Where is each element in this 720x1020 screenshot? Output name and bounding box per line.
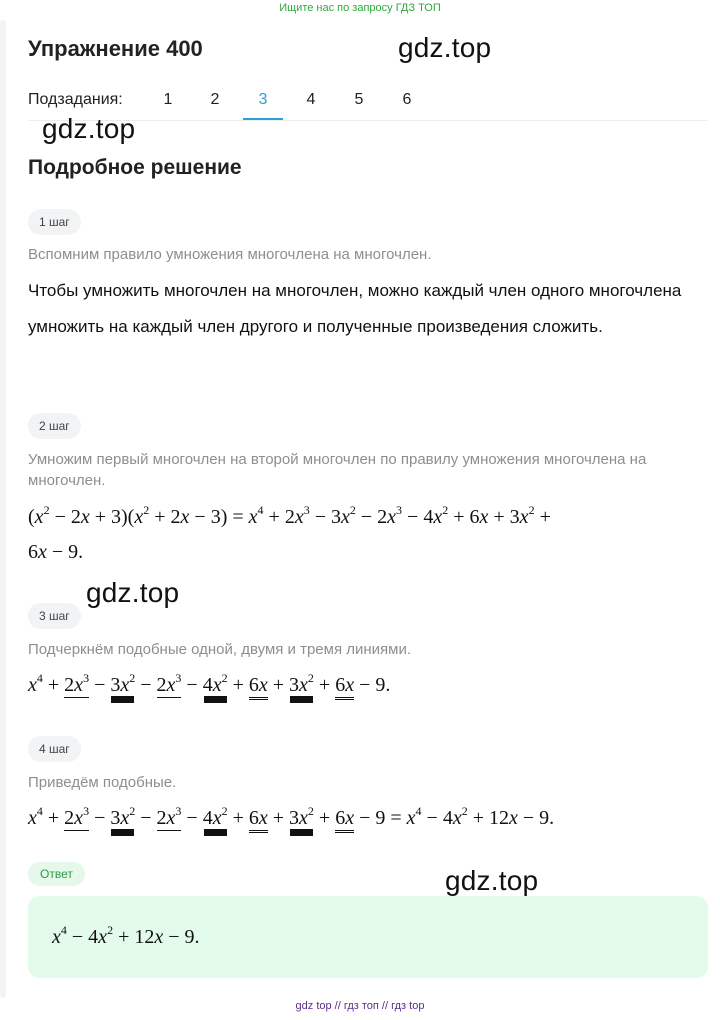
step-2-math-line-2: 6x − 9.	[28, 541, 84, 563]
step-1-text: Чтобы умножить многочлен на многочлен, можно каждый член одного многочлена умножить на каждый член другого и полученные произведения сложить.	[28, 281, 682, 336]
step-3-math: $x^4 + 2x^3 - 3x^2 - 2x^3 - 4x^2 + 6x + 3x^2 + 6x - 9$.	[28, 668, 708, 702]
watermark-1: gdz.top	[398, 32, 492, 63]
answer-badge: Ответ	[28, 862, 85, 886]
left-scroll-bar	[0, 20, 6, 998]
tab-subtask-5[interactable]: 5	[354, 91, 364, 108]
watermark-4: gdz.top	[445, 865, 539, 896]
tab-subtask-3[interactable]: 3	[243, 88, 283, 120]
step-4-math: $x^4 + 2x^3 - 3x^2 - 2x^3 - 4x^2 + 6x + 3x^2 + 6x - 9 = x^4 - 4x^2 + 12x - 9$.	[28, 801, 708, 835]
step-3-badge: 3 шаг	[28, 603, 81, 629]
footer-links[interactable]: gdz top // гдз топ // гдз top	[295, 1000, 425, 1012]
step-1-badge: 1 шаг	[28, 209, 81, 235]
tab-subtask-1[interactable]: 1	[163, 91, 173, 108]
subtasks-label: Подзадания:	[28, 91, 123, 108]
watermark-2: gdz.top	[42, 113, 136, 144]
tab-subtask-6[interactable]: 6	[402, 91, 412, 108]
page-title: Упражнение 400	[28, 36, 203, 61]
search-banner: Ищите нас по запросу ГДЗ ТОП	[279, 2, 441, 14]
tab-subtask-4[interactable]: 4	[306, 91, 316, 108]
section-title: Подробное решение	[28, 156, 242, 179]
step-2-hint: Умножим первый многочлен на второй многочлен по правилу умножения многочлена на многочлен.	[28, 451, 647, 489]
step-2-math-line-1: $(x^2 - 2x + 3)(x^2 + 2x - 3) = x^4 + 2x^3 - 3x^2 - 2x^3 - 4x^2 + 6x + 3x^2$ +	[28, 503, 551, 528]
step-1-hint: Вспомним правило умножения многочлена на многочлен.	[28, 246, 432, 263]
step-2-badge: 2 шаг	[28, 413, 81, 439]
step-3-hint: Подчеркнём подобные одной, двумя и тремя линиями.	[28, 641, 412, 658]
tab-subtask-2[interactable]: 2	[210, 91, 220, 108]
watermark-3: gdz.top	[86, 577, 180, 608]
answer-box	[28, 896, 708, 978]
answer-math: $x^4 - 4x^2 + 12x - 9$.	[52, 923, 200, 948]
step-4-badge: 4 шаг	[28, 736, 81, 762]
step-4-hint: Приведём подобные.	[28, 774, 177, 791]
